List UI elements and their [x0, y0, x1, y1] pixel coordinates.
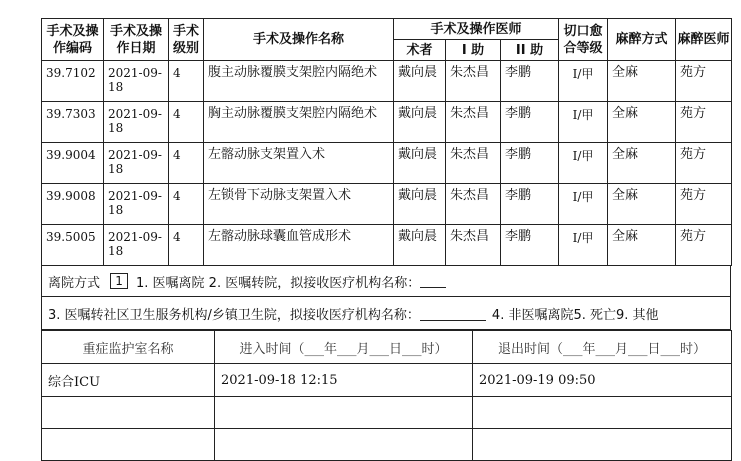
op-level: 4: [169, 184, 204, 225]
header-incision: 切口愈合等级: [559, 19, 608, 61]
icu-out-time: [473, 429, 732, 461]
op-incision: I/甲: [559, 102, 608, 143]
op-code: 39.9008: [42, 184, 104, 225]
header-code: 手术及操作编码: [42, 19, 104, 61]
icu-in-time: 2021-09-18 12:15: [215, 364, 473, 397]
header-date: 手术及操作日期: [104, 19, 169, 61]
op-assistant1: 朱杰昌: [446, 143, 501, 184]
op-surgeon: 戴向晨: [394, 225, 446, 266]
op-assistant2: 李鹏: [501, 61, 559, 102]
op-assistant1: 朱杰昌: [446, 225, 501, 266]
header-doctors: 手术及操作医师: [394, 19, 559, 40]
op-assistant2: 李鹏: [501, 225, 559, 266]
op-date: 2021-09-18: [104, 61, 169, 102]
op-level: 4: [169, 61, 204, 102]
op-surgeon: 戴向晨: [394, 61, 446, 102]
operation-row: [42, 225, 732, 266]
discharge-options-2a: 3. 医嘱转社区卫生服务机构/乡镇卫生院，拟接收医疗机构名称：: [48, 307, 420, 323]
icu-name: [42, 429, 215, 461]
op-date: 2021-09-18: [104, 102, 169, 143]
community-institution-blank[interactable]: [420, 306, 486, 321]
header-level: 手术级别: [169, 19, 204, 61]
op-anesthesia: 全麻: [608, 225, 676, 266]
discharge-label: 离院方式: [48, 275, 101, 291]
icu-row: [42, 397, 732, 429]
icu-row: [42, 429, 732, 461]
discharge-options-2b: 4. 非医嘱离院5. 死亡9. 其他: [491, 307, 659, 323]
discharge-line-2: [42, 297, 730, 329]
op-name: 左髂动脉球囊血管成形术: [204, 225, 394, 266]
op-name: 腹主动脉覆膜支架腔内隔绝术: [204, 61, 394, 102]
op-code: 39.9004: [42, 143, 104, 184]
op-anesthesia: 全麻: [608, 143, 676, 184]
op-incision: I/甲: [559, 184, 608, 225]
op-assistant2: 李鹏: [501, 143, 559, 184]
discharge-line-1: [42, 266, 730, 297]
op-date: 2021-09-18: [104, 143, 169, 184]
icu-header-name: 重症监护室名称: [42, 331, 215, 364]
op-name: 左髂动脉支架置入术: [204, 143, 394, 184]
operation-row: [42, 184, 732, 225]
op-anesthesia: 全麻: [608, 61, 676, 102]
icu-table: [41, 330, 732, 461]
icu-header-in: 进入时间（___年___月___日___时）: [215, 331, 473, 364]
op-name: 胸主动脉覆膜支架腔内隔绝术: [204, 102, 394, 143]
header-anesthetist: 麻醉医师: [676, 19, 732, 61]
icu-name: [42, 397, 215, 429]
op-level: 4: [169, 102, 204, 143]
op-incision: I/甲: [559, 61, 608, 102]
op-code: 39.7102: [42, 61, 104, 102]
operation-row: [42, 143, 732, 184]
op-anesthetist: 苑方: [676, 61, 732, 102]
op-assistant1: 朱杰昌: [446, 102, 501, 143]
icu-out-time: [473, 397, 732, 429]
operation-row: [42, 61, 732, 102]
op-anesthetist: 苑方: [676, 102, 732, 143]
medical-record-sheet: [41, 18, 731, 461]
op-anesthetist: 苑方: [676, 225, 732, 266]
op-date: 2021-09-18: [104, 184, 169, 225]
header-assistant1: I 助: [446, 40, 501, 61]
transfer-institution-blank[interactable]: [420, 275, 446, 288]
op-surgeon: 戴向晨: [394, 143, 446, 184]
icu-row: [42, 364, 732, 397]
discharge-options-1: 1. 医嘱离院 2. 医嘱转院，拟接收医疗机构名称：: [136, 275, 421, 291]
op-assistant2: 李鹏: [501, 102, 559, 143]
op-anesthetist: 苑方: [676, 143, 732, 184]
op-incision: I/甲: [559, 225, 608, 266]
icu-header-out: 退出时间（___年___月___日___时）: [473, 331, 732, 364]
op-code: 39.5005: [42, 225, 104, 266]
op-assistant1: 朱杰昌: [446, 184, 501, 225]
op-anesthetist: 苑方: [676, 184, 732, 225]
header-assistant2: II 助: [501, 40, 559, 61]
discharge-section: [41, 266, 731, 330]
op-date: 2021-09-18: [104, 225, 169, 266]
operation-row: [42, 102, 732, 143]
op-anesthesia: 全麻: [608, 102, 676, 143]
op-assistant2: 李鹏: [501, 184, 559, 225]
op-level: 4: [169, 143, 204, 184]
header-anesthesia: 麻醉方式: [608, 19, 676, 61]
icu-out-time: 2021-09-19 09:50: [473, 364, 732, 397]
operations-table: [41, 18, 732, 266]
discharge-value-box[interactable]: 1: [110, 273, 128, 289]
op-surgeon: 戴向晨: [394, 184, 446, 225]
header-surgeon: 术者: [394, 40, 446, 61]
header-name: 手术及操作名称: [204, 19, 394, 61]
icu-in-time: [215, 429, 473, 461]
op-level: 4: [169, 225, 204, 266]
op-incision: I/甲: [559, 143, 608, 184]
icu-in-time: [215, 397, 473, 429]
op-anesthesia: 全麻: [608, 184, 676, 225]
op-name: 左锁骨下动脉支架置入术: [204, 184, 394, 225]
op-assistant1: 朱杰昌: [446, 61, 501, 102]
op-code: 39.7303: [42, 102, 104, 143]
op-surgeon: 戴向晨: [394, 102, 446, 143]
icu-name: 综合ICU: [42, 364, 215, 397]
